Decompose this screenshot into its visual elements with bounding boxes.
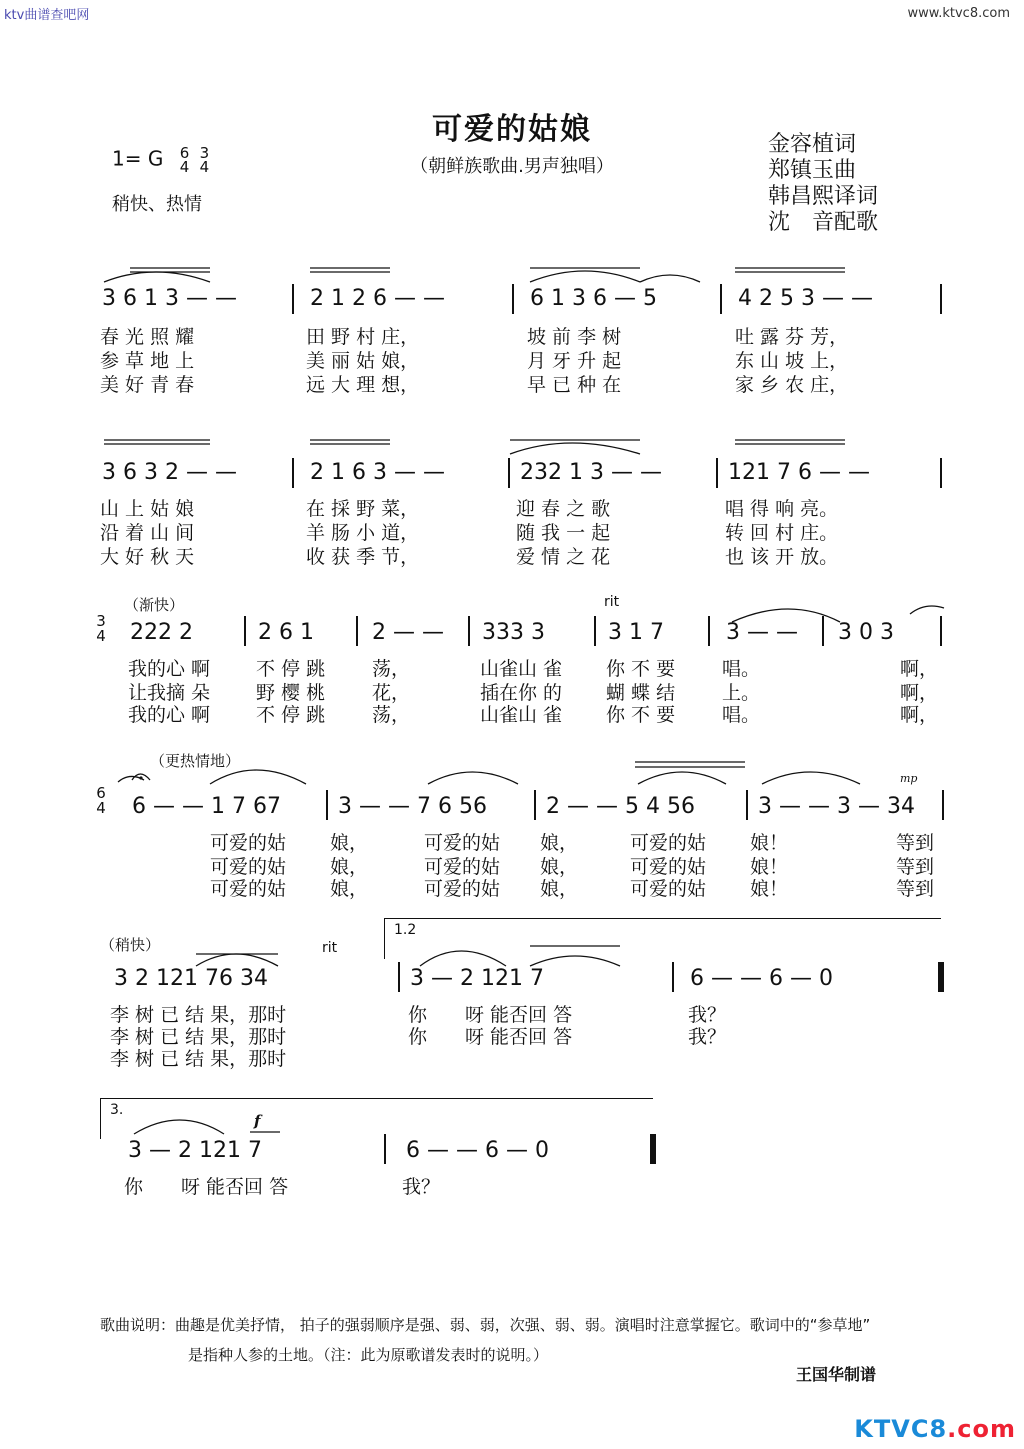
lyric: 野 樱 桃: [256, 682, 326, 704]
credit-translator: 韩昌熙译词: [768, 184, 879, 209]
lyric: 娘！: [750, 878, 789, 900]
lyric: 唱。: [722, 704, 761, 726]
slur-marks-s2: [100, 430, 950, 460]
rit-marking: rit: [322, 940, 338, 956]
lyric: 荡，: [372, 704, 411, 726]
lyric: 沿 着 山 间: [100, 522, 195, 544]
lyric: 可爱的姑: [630, 832, 707, 854]
lyric: 田 野 村 庄，: [306, 326, 420, 348]
barline: [708, 616, 710, 646]
barline: [398, 962, 400, 992]
tempo-annotation: （更热情地）: [150, 752, 241, 770]
lyric: 收 获 季 节，: [306, 546, 420, 568]
lyric: 早 已 种 在: [527, 374, 622, 396]
barline: [384, 1134, 386, 1164]
lyric: 可爱的姑: [210, 832, 287, 854]
lyric: 李 树 已 结 果，那时: [110, 1048, 287, 1070]
volta-label: 1.2: [394, 922, 417, 938]
lyric: 娘！: [750, 832, 789, 854]
time-sig-b-top: 3: [199, 144, 210, 162]
slur-marks-s6: [120, 1104, 320, 1140]
barline: [672, 962, 674, 992]
slur-marks-s1: [100, 258, 950, 288]
dynamic-marking: mp: [900, 772, 918, 785]
watermark-top-left: ktv曲谱查吧网: [4, 8, 90, 23]
time-sig-bottom: 4: [96, 627, 106, 645]
lyric: 插在你 的: [480, 682, 563, 704]
barline: [940, 616, 942, 646]
song-subtitle: （朝鲜族歌曲.男声独唱）: [410, 156, 614, 177]
lyric: 我的心 啊: [128, 704, 211, 726]
measure: 2 — —: [372, 620, 444, 645]
lyric: 山雀山 雀: [480, 704, 563, 726]
lyric: 我？: [402, 1176, 441, 1198]
tempo-annotation: （渐快）: [124, 596, 185, 614]
lyric: 娘，: [330, 856, 369, 878]
lyric: 你 呀 能否回 答: [124, 1176, 289, 1198]
measure: 3 6 1 3 — —: [102, 286, 237, 311]
lyric: 你 呀 能否回 答: [408, 1026, 573, 1048]
barline: [720, 284, 722, 314]
lyric: 春 光 照 耀: [100, 326, 195, 348]
measure: 222 2: [130, 620, 193, 645]
measure: 3 — — 7 6 56: [338, 794, 487, 819]
lyric: 唱 得 响 亮。: [725, 498, 839, 520]
lyric: 娘，: [330, 832, 369, 854]
lyric: 可爱的姑: [630, 856, 707, 878]
dynamic-marking: f: [254, 1112, 261, 1130]
lyric: 你 不 要: [606, 704, 676, 726]
song-notes: [100, 1310, 870, 1370]
lyric: 可爱的姑: [424, 878, 501, 900]
measure: 6 1 3 6 — 5: [530, 286, 657, 311]
lyric: 李 树 已 结 果，那时: [110, 1004, 287, 1026]
measure: 333 3: [482, 620, 545, 645]
lyric: 荡，: [372, 658, 411, 680]
lyric: 可爱的姑: [210, 856, 287, 878]
lyric: 娘，: [330, 878, 369, 900]
site-logo: [854, 1415, 1016, 1443]
lyric: 不 停 跳: [256, 658, 326, 680]
barline: [292, 458, 294, 488]
lyric: 坡 前 李 树: [527, 326, 622, 348]
time-sig-a-bottom: 4: [179, 158, 190, 176]
lyric: 山雀山 雀: [480, 658, 563, 680]
lyric: 可爱的姑: [630, 878, 707, 900]
lyric: 转 回 村 庄。: [725, 522, 839, 544]
barline: [746, 790, 748, 820]
lyric: 爱 情 之 花: [516, 546, 611, 568]
lyric: 东 山 坡 上，: [735, 350, 849, 372]
repeat-barline: [938, 962, 944, 992]
measure: 6 — — 1 7 67: [132, 794, 281, 819]
lyric: 等到: [896, 878, 935, 900]
lyric: 你 呀 能否回 答: [408, 1004, 573, 1026]
measure: 121 7 6 — —: [728, 460, 870, 485]
time-signature: [94, 614, 108, 644]
measure: 3 — 2 121 7: [128, 1138, 262, 1163]
lyric: 美 好 青 春: [100, 374, 195, 396]
lyric: 山 上 姑 娘: [100, 498, 195, 520]
barline: [244, 616, 246, 646]
lyric: 我？: [688, 1026, 727, 1048]
lyric: 娘，: [540, 878, 579, 900]
lyric: 唱。: [722, 658, 761, 680]
barline: [940, 284, 942, 314]
tempo-marking: 稍快、热情: [112, 194, 202, 215]
lyric: 等到: [896, 832, 935, 854]
lyric: 羊 肠 小 道，: [306, 522, 420, 544]
song-notes-line-2: 是指种人参的土地。（注：此为原歌谱发表时的说明。）: [188, 1346, 549, 1364]
lyric: 我？: [688, 1004, 727, 1026]
lyric: 美 丽 姑 娘，: [306, 350, 420, 372]
lyric: 可爱的姑: [210, 878, 287, 900]
lyric: 远 大 理 想，: [306, 374, 420, 396]
lyric: 在 採 野 菜，: [306, 498, 420, 520]
lyric: 上。: [722, 682, 761, 704]
measure: 3 1 7: [608, 620, 664, 645]
time-sig-top: 3: [96, 612, 106, 630]
lyric: 你 不 要: [606, 658, 676, 680]
measure: 6 — — 6 — 0: [406, 1138, 549, 1163]
lyric: 月 牙 升 起: [527, 350, 622, 372]
barline: [822, 616, 824, 646]
lyric: 可爱的姑: [424, 856, 501, 878]
barline: [534, 790, 536, 820]
time-sig-a: [180, 146, 190, 174]
lyric: 啊，: [900, 704, 939, 726]
lyric: 娘，: [540, 856, 579, 878]
lyric: 蝴 蝶 结: [606, 682, 676, 704]
measure: 4 2 5 3 — —: [738, 286, 873, 311]
lyric: 可爱的姑: [424, 832, 501, 854]
time-signature: [94, 786, 108, 816]
barline: [512, 284, 514, 314]
barline: [468, 616, 470, 646]
lyric: 李 树 已 结 果，那时: [110, 1026, 287, 1048]
measure: 3 — 2 121 7: [410, 966, 544, 991]
lyric: 等到: [896, 856, 935, 878]
final-barline: [650, 1134, 656, 1164]
lyric: 我的心 啊: [128, 658, 211, 680]
measure: 2 6 1: [258, 620, 314, 645]
lyric: 不 停 跳: [256, 704, 326, 726]
time-sig-bottom: 4: [96, 799, 106, 817]
logo-main: KTVC8: [854, 1415, 948, 1443]
lyric: 家 乡 农 庄，: [735, 374, 849, 396]
lyric: 也 该 开 放。: [725, 546, 839, 568]
lyric: 随 我 一 起: [516, 522, 611, 544]
measure: 2 — — 5 4 56: [546, 794, 695, 819]
tempo-annotation: （稍快）: [100, 936, 161, 954]
lyric: 娘，: [540, 832, 579, 854]
barline: [326, 790, 328, 820]
measure: 3 — —: [726, 620, 798, 645]
credit-composer: 郑镇玉曲: [768, 158, 857, 183]
lyric: 啊，: [900, 682, 939, 704]
barline: [292, 284, 294, 314]
time-sig-a-top: 6: [179, 144, 190, 162]
lyric: 花，: [372, 682, 411, 704]
barline: [356, 616, 358, 646]
key-label: 1= G: [112, 146, 164, 171]
watermark-top-right: www.ktvc8.com: [907, 6, 1010, 21]
time-sig-b: [200, 146, 210, 174]
lyric: 参 草 地 上: [100, 350, 195, 372]
logo-suffix: .com: [947, 1415, 1016, 1443]
lyric: 大 好 秋 天: [100, 546, 195, 568]
barline: [942, 790, 944, 820]
measure: 232 1 3 — —: [520, 460, 662, 485]
lyric: 吐 露 芬 芳，: [735, 326, 849, 348]
lyric: 迎 春 之 歌: [516, 498, 611, 520]
rit-marking: rit: [604, 594, 620, 610]
measure: 3 0 3: [838, 620, 894, 645]
measure: 3 6 3 2 — —: [102, 460, 237, 485]
key-signature: [112, 146, 209, 174]
transcriber-credit: 王国华制谱: [796, 1365, 877, 1384]
song-notes-line-1: 歌曲说明：曲趣是优美抒情， 拍子的强弱顺序是强、弱、弱，次强、弱、弱。演唱时注意掌握它。歌词中的“参草地”: [100, 1316, 871, 1334]
time-sig-top: 6: [96, 784, 106, 802]
barline: [594, 616, 596, 646]
slur-marks-s4: [110, 754, 950, 794]
barline: [716, 458, 718, 488]
lyric: 啊，: [900, 658, 939, 680]
credit-arranger: 沈 音配歌: [768, 210, 879, 235]
credits: [768, 132, 878, 236]
volta-label: 3.: [110, 1102, 124, 1118]
lyric: 娘！: [750, 856, 789, 878]
time-sig-b-bottom: 4: [199, 158, 210, 176]
measure: 2 1 6 3 — —: [310, 460, 445, 485]
lyric: 让我摘 朵: [128, 682, 211, 704]
barline: [940, 458, 942, 488]
barline: [508, 458, 510, 488]
measure: 6 — — 6 — 0: [690, 966, 833, 991]
measure: 2 1 2 6 — —: [310, 286, 445, 311]
song-title: 可爱的姑娘: [432, 112, 592, 147]
measure: 3 — — 3 — 34: [758, 794, 915, 819]
credit-lyricist: 金容植词: [768, 132, 857, 157]
measure: 3 2 121 76 34: [114, 966, 268, 991]
